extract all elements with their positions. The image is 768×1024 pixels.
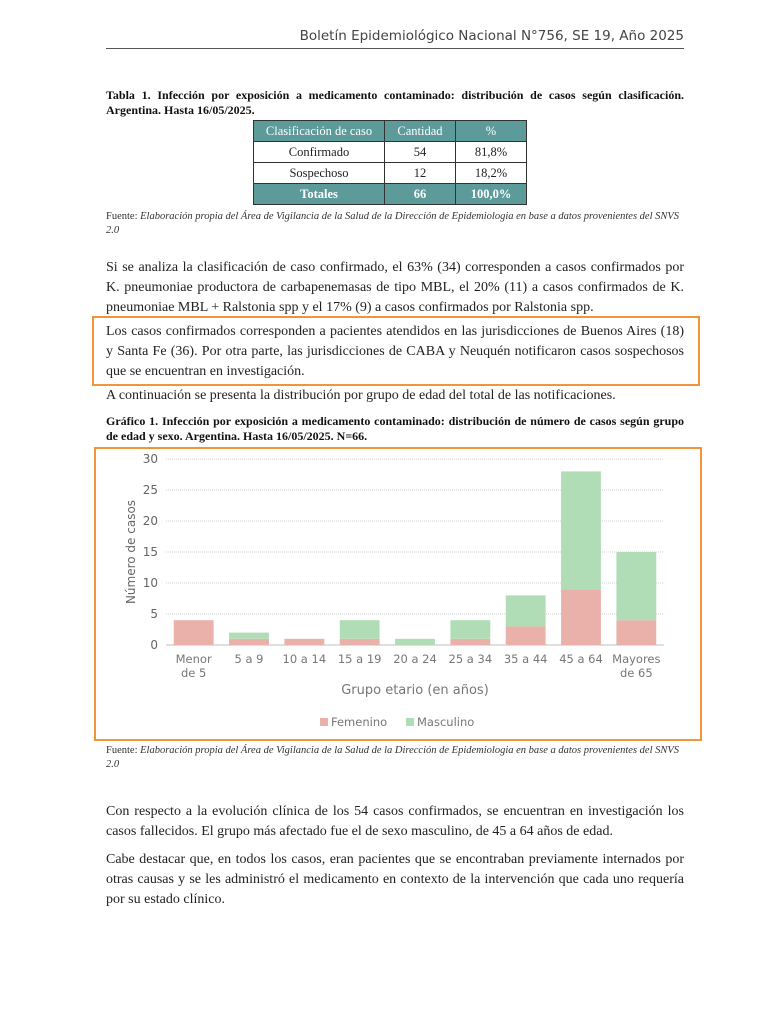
x-tick-label: 35 a 44 <box>503 652 548 666</box>
x-tick-label: 25 a 34 <box>448 652 493 666</box>
cell: 54 <box>385 142 456 163</box>
paragraph-hospitalized: Cabe destacar que, en todos los casos, eran pacientes que se encontraban previamente internados por otras causas y se les administró el medicamento en contexto de la intervención que cada uno requería por su estado clínico. <box>106 852 684 907</box>
table-header-row <box>254 121 527 142</box>
y-tick-label: 5 <box>150 607 158 621</box>
totals-row <box>254 184 527 205</box>
y-tick-label: 0 <box>150 638 158 652</box>
y-tick-label: 30 <box>142 452 158 466</box>
bar-masculino <box>395 639 435 645</box>
y-tick-label: 20 <box>142 514 158 528</box>
paragraph-clinical-evolution: Con respecto a la evolución clínica de los 54 casos confirmados, se encuentran en investigación los casos fallecidos. El grupo más afectado fue el de sexo masculino, de 45 a 64 años de edad. <box>106 804 684 839</box>
legend-swatch-femenino <box>320 718 328 726</box>
x-tick-label: Mayores <box>612 652 661 666</box>
bar-femenino <box>616 620 656 645</box>
table-row <box>254 142 527 163</box>
y-tick-label: 15 <box>142 545 158 559</box>
bar-masculino <box>616 552 656 620</box>
cell: Confirmado <box>254 142 385 163</box>
legend-label-masculino: Masculino <box>417 715 475 729</box>
cell: Totales <box>254 184 385 205</box>
bar-femenino <box>284 639 324 645</box>
figure-source <box>106 744 684 772</box>
x-tick-label: 15 a 19 <box>337 652 382 666</box>
cell: 100,0% <box>456 184 527 205</box>
bar-masculino <box>450 620 490 639</box>
bar-masculino <box>229 633 269 639</box>
x-tick-label: Menor <box>175 652 212 666</box>
table-row <box>254 163 527 184</box>
classification-table <box>253 120 527 205</box>
age-sex-bar-chart <box>96 448 700 738</box>
bar-femenino <box>174 620 214 645</box>
x-tick-label: 10 a 14 <box>282 652 327 666</box>
cell: Sospechoso <box>254 163 385 184</box>
legend-label-femenino: Femenino <box>331 715 388 729</box>
x-tick-label: 45 a 64 <box>559 652 603 666</box>
x-tick-label: 20 a 24 <box>393 652 437 666</box>
x-tick-label: de 65 <box>619 666 653 680</box>
bar-femenino <box>561 589 601 645</box>
table-source <box>106 210 684 238</box>
bar-femenino <box>340 639 380 645</box>
bar-femenino <box>506 626 546 645</box>
source-text: Elaboración propia del Área de Vigilancia de la Salud de la Dirección de Epidemiologia en base a datos provenientes del SNVS 2.0 <box>106 745 680 770</box>
source-text: Elaboración propia del Área de Vigilancia de la Salud de la Dirección de Epidemiologia en base a datos provenientes del SNVS 2.0 <box>106 211 680 236</box>
bar-femenino <box>229 639 269 645</box>
bulletin-header: Boletín Epidemiológico Nacional N°756, SE 19, Año 2025 <box>106 28 684 49</box>
bar-femenino <box>450 639 490 645</box>
bar-masculino <box>340 620 380 639</box>
header-cell: Cantidad <box>385 121 456 142</box>
table-caption: Tabla 1. Infección por exposición a medicamento contaminado: distribución de casos según clasificación. Argentina. Hasta 16/05/2025. <box>106 88 684 117</box>
x-tick-label: de 5 <box>180 666 207 680</box>
cell: 81,8% <box>456 142 527 163</box>
y-axis-label: Número de casos <box>124 499 138 605</box>
header-cell: % <box>456 121 527 142</box>
cell: 66 <box>385 184 456 205</box>
x-axis-label: Grupo etario (en años) <box>341 683 489 698</box>
y-tick-label: 10 <box>142 576 158 590</box>
paragraph-jurisdictions: Los casos confirmados corresponden a pacientes atendidos en las jurisdicciones de Buenos Aires (18) y Santa Fe (36). Por otra parte, las jurisdicciones de CABA y Neuquén notificaron casos sospechosos que se encuentran en investigación. <box>106 324 684 379</box>
source-label: Fuente: <box>106 745 138 756</box>
y-tick-label: 25 <box>142 483 158 497</box>
legend-swatch-masculino <box>406 718 414 726</box>
paragraph-intro-chart: A continuación se presenta la distribución por grupo de edad del total de las notificaciones. <box>106 388 616 403</box>
header-cell: Clasificación de caso <box>254 121 385 142</box>
source-label: Fuente: <box>106 211 138 222</box>
bar-masculino <box>561 471 601 589</box>
cell: 12 <box>385 163 456 184</box>
paragraph-classification: Si se analiza la clasificación de caso confirmado, el 63% (34) corresponden a casos confirmados por K. pneumoniae productora de carbapenemasas de tipo MBL, el 20% (11) a casos confirmados de K. pneumoniae MBL + Ralstonia spp y el 17% (9) a casos confirmados por Ralstonia spp. <box>106 260 684 315</box>
bar-masculino <box>506 595 546 626</box>
cell: 18,2% <box>456 163 527 184</box>
x-tick-label: 5 a 9 <box>234 652 264 666</box>
figure-caption: Gráfico 1. Infección por exposición a medicamento contaminado: distribución de número de casos según grupo de edad y sexo. Argentina. Hasta 16/05/2025. N=66. <box>106 414 684 443</box>
